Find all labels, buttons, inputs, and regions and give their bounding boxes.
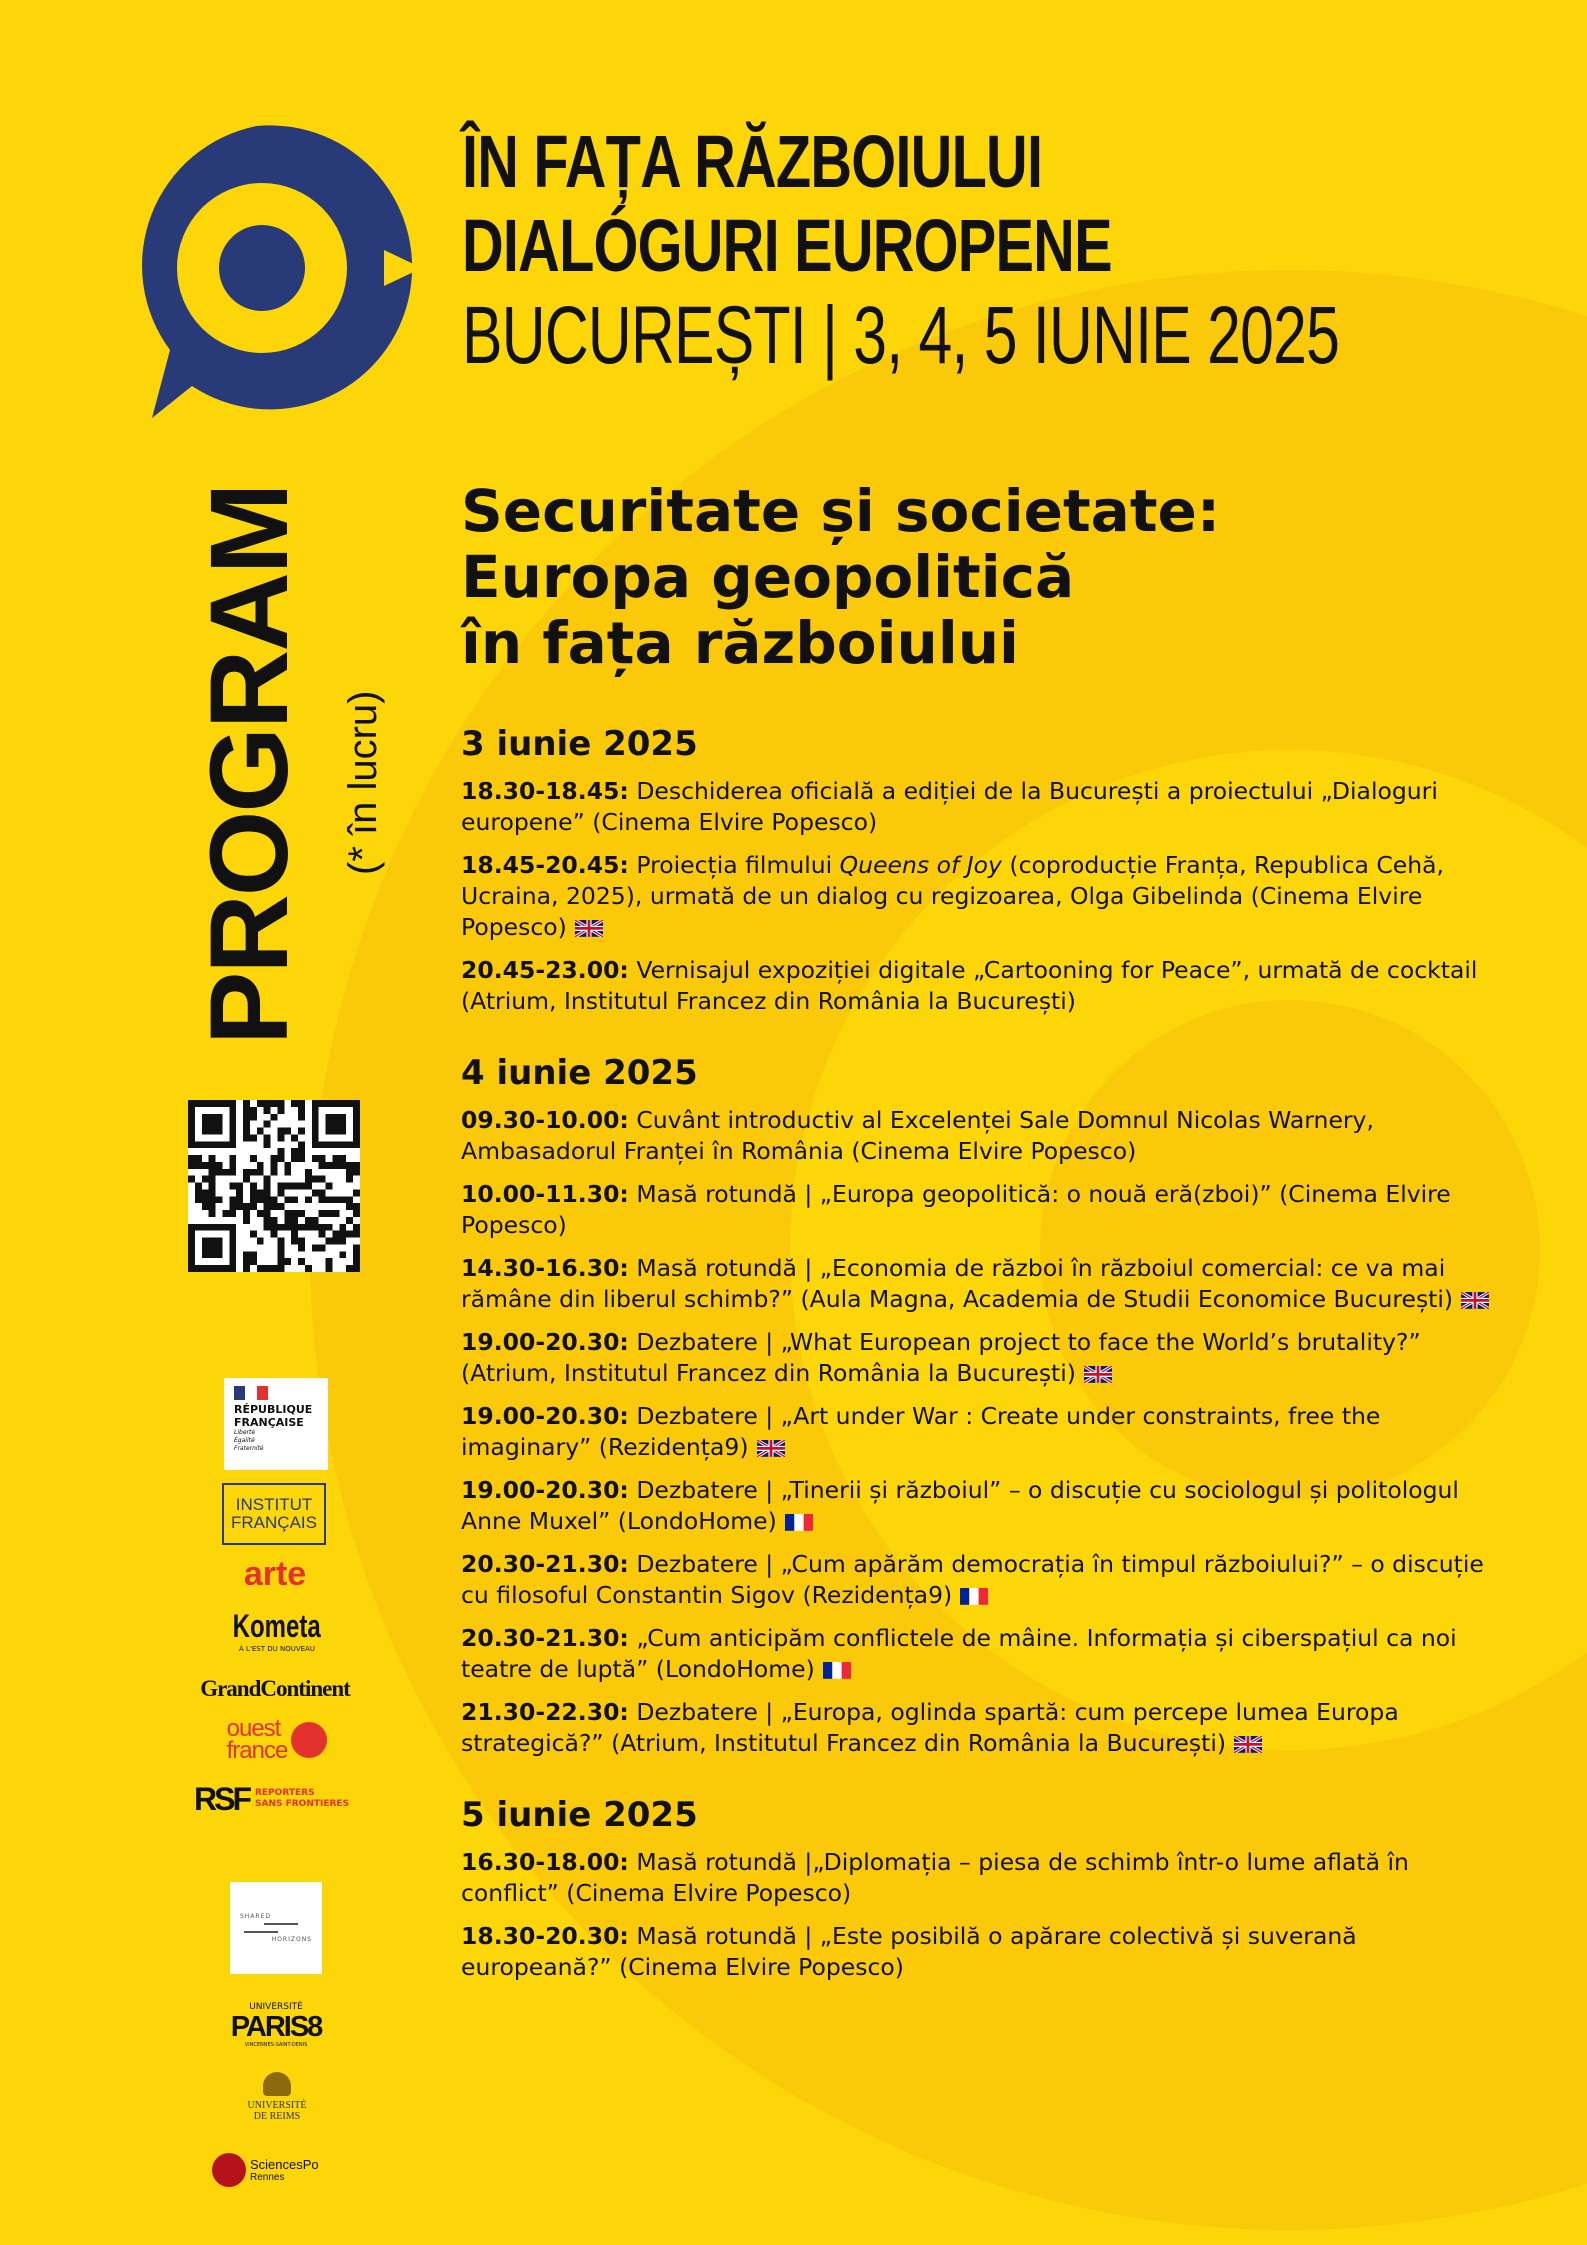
event-description: Dezbatere | „Art under War : Create under constraints, free the imaginary” (Rezidența9) [461, 1402, 1381, 1461]
event-time: 19.00-20.30: [461, 1402, 629, 1430]
program-note: (* în lucru) [341, 690, 385, 875]
event-description: Masă rotundă | „Economia de război în războiul comercial: ce va mai rămâne din liberul schimb?” (Aula Magna, Academia de Studii Economice București) [461, 1254, 1454, 1313]
qr-code[interactable] [188, 1100, 360, 1272]
event-time: 20.45-23.00: [461, 956, 629, 984]
event-description: Dezbatere | „Cum apărăm democrația în timpul războiului?” – o discuție cu filosoful Constantin Sigov (Rezidența9) [461, 1550, 1484, 1609]
logo-kometa: Kometa À L'EST DU NOUVEAU [232, 1608, 322, 1653]
event-description: Cuvânt introductiv al Excelenței Sale Domnul Nicolas Warnery, Ambasadorul Franței în România (Cinema Elvire Popesco) [461, 1106, 1374, 1165]
schedule-item [461, 1105, 1501, 1167]
event-description: (coproducție Franța, Republica Cehă, Ucraina, 2025), urmată de un dialog cu regizoarea, Olga Gibelinda (Cinema Elvire Popesco) [461, 851, 1444, 941]
schedule-item [461, 1475, 1501, 1537]
event-description: Masă rotundă | „Este posibilă o apărare colectivă și suverană europeană?” (Cinema Elvire Popesco) [461, 1922, 1357, 1981]
event-time: 20.30-21.30: [461, 1550, 629, 1578]
event-time: 14.30-16.30: [461, 1254, 629, 1282]
event-text-prefix: Proiecția filmului [636, 851, 833, 879]
uk-flag-icon [1234, 1730, 1262, 1748]
event-time: 21.30-22.30: [461, 1698, 629, 1726]
day-section [461, 1051, 1501, 1759]
day-section [461, 1793, 1501, 1983]
film-title: Queens of Joy [839, 851, 1002, 879]
event-time: 19.00-20.30: [461, 1476, 629, 1504]
logo-grand-continent: GrandContinent [200, 1676, 350, 1701]
conference-title: Securitate și societate: Europa geopolitică în fața războiului [461, 477, 1221, 677]
uk-flag-icon [757, 1434, 785, 1452]
day-date: 5 iunie 2025 [461, 1795, 698, 1835]
header-title-line1: ÎN FAȚA RĂZBOIULUI [462, 120, 1043, 203]
event-time: 10.00-11.30: [461, 1180, 629, 1208]
logo-universite-de-reims: UNIVERSITÉ DE REIMS [230, 2066, 324, 2128]
schedule-item [461, 1847, 1501, 1909]
event-description: Masă rotundă | „Europa geopolitică: o nouă eră(zboi)” (Cinema Elvire Popesco) [461, 1180, 1451, 1239]
logo-universite-paris-8: UNIVERSITÉ PARIS8 VINCENNES-SAINT-DENIS [230, 2001, 322, 2048]
event-description: Vernisajul expoziției digitale „Cartooning for Peace”, urmată de cocktail (Atrium, Institutul Francez din România la București) [461, 956, 1478, 1015]
event-description: Dezbatere | „What European project to face the World’s brutality?” (Atrium, Institutul Francez din România la București) [461, 1328, 1421, 1387]
logo-institut-francais: INSTITUT FRANÇAIS [222, 1483, 326, 1545]
schedule-item [461, 1549, 1501, 1611]
event-time: 16.30-18.00: [461, 1848, 629, 1876]
schedule-item [461, 955, 1501, 1017]
schedule-item [461, 1253, 1501, 1315]
program-content [461, 478, 1501, 1995]
event-time: 09.30-10.00: [461, 1106, 629, 1134]
event-description: Deschiderea oficială a ediției de la București a proiectului „Dialoguri europene” (Cinema Elvire Popesco) [461, 777, 1438, 836]
day-section [461, 722, 1501, 1017]
logo-reporters-sans-frontieres: RSF REPORTERS SANS FRONTIERES [194, 1780, 350, 1817]
schedule-item [461, 1921, 1501, 1983]
reims-emblem-icon [263, 2072, 291, 2096]
france-flag-icon [960, 1582, 988, 1600]
event-description: Dezbatere | „Tinerii și războiul” – o discuție cu sociologul și politologul Anne Muxel” (LondoHome) [461, 1476, 1459, 1535]
event-time: 18.45-20.45: [461, 851, 629, 879]
event-time: 18.30-18.45: [461, 777, 629, 805]
logo-arte: arte [243, 1554, 307, 1593]
logo-sciencespo-rennes: SciencesPo Rennes [212, 2150, 342, 2190]
schedule [461, 722, 1501, 1983]
header-title-line2: DIALÓGURI EUROPENE [462, 204, 1112, 287]
schedule-item [461, 1697, 1501, 1759]
logo-ouest-france: ouest france [212, 1716, 342, 1764]
event-time: 19.00-20.30: [461, 1328, 629, 1356]
sciencespo-emblem-icon [212, 2153, 246, 2187]
uk-flag-icon [1084, 1360, 1112, 1378]
france-flag-icon [823, 1656, 851, 1674]
ouest-france-circle-icon [291, 1722, 327, 1758]
uk-flag-icon [575, 914, 603, 932]
event-time: 18.30-20.30: [461, 1922, 629, 1950]
program-title: PROGRAM [188, 484, 311, 1045]
event-time: 20.30-21.30: [461, 1624, 629, 1652]
logo-republique-francaise: RÉPUBLIQUE FRANÇAISE Liberté Égalité Fraternité [224, 1378, 328, 1470]
schedule-item [461, 1327, 1501, 1389]
schedule-item [461, 1623, 1501, 1685]
schedule-item [461, 1401, 1501, 1463]
day-date: 3 iunie 2025 [461, 724, 698, 764]
schedule-item [461, 1179, 1501, 1241]
france-flag-icon [785, 1508, 813, 1526]
logo-shared-horizons: SHARED HORIZONS [230, 1882, 322, 1974]
schedule-item [461, 776, 1501, 838]
event-description: „Cum anticipăm conflictele de mâine. Informația și ciberspațiul ca noi teatre de luptă” (LondoHome) [461, 1624, 1457, 1683]
event-header [462, 120, 1587, 384]
event-description: Masă rotundă |„Diplomația – piesa de schimb într-o lume aflată în conflict” (Cinema Elvire Popesco) [461, 1848, 1409, 1907]
header-location-dates: BUCUREȘTI | 3, 4, 5 IUNIE 2025 [462, 290, 1340, 381]
uk-flag-icon [1461, 1286, 1489, 1304]
schedule-item [461, 850, 1501, 943]
day-date: 4 iunie 2025 [461, 1053, 698, 1093]
event-description: Dezbatere | „Europa, oglinda spartă: cum percepe lumea Europa strategică?” (Atrium, Institutul Francez din România la București) [461, 1698, 1399, 1757]
